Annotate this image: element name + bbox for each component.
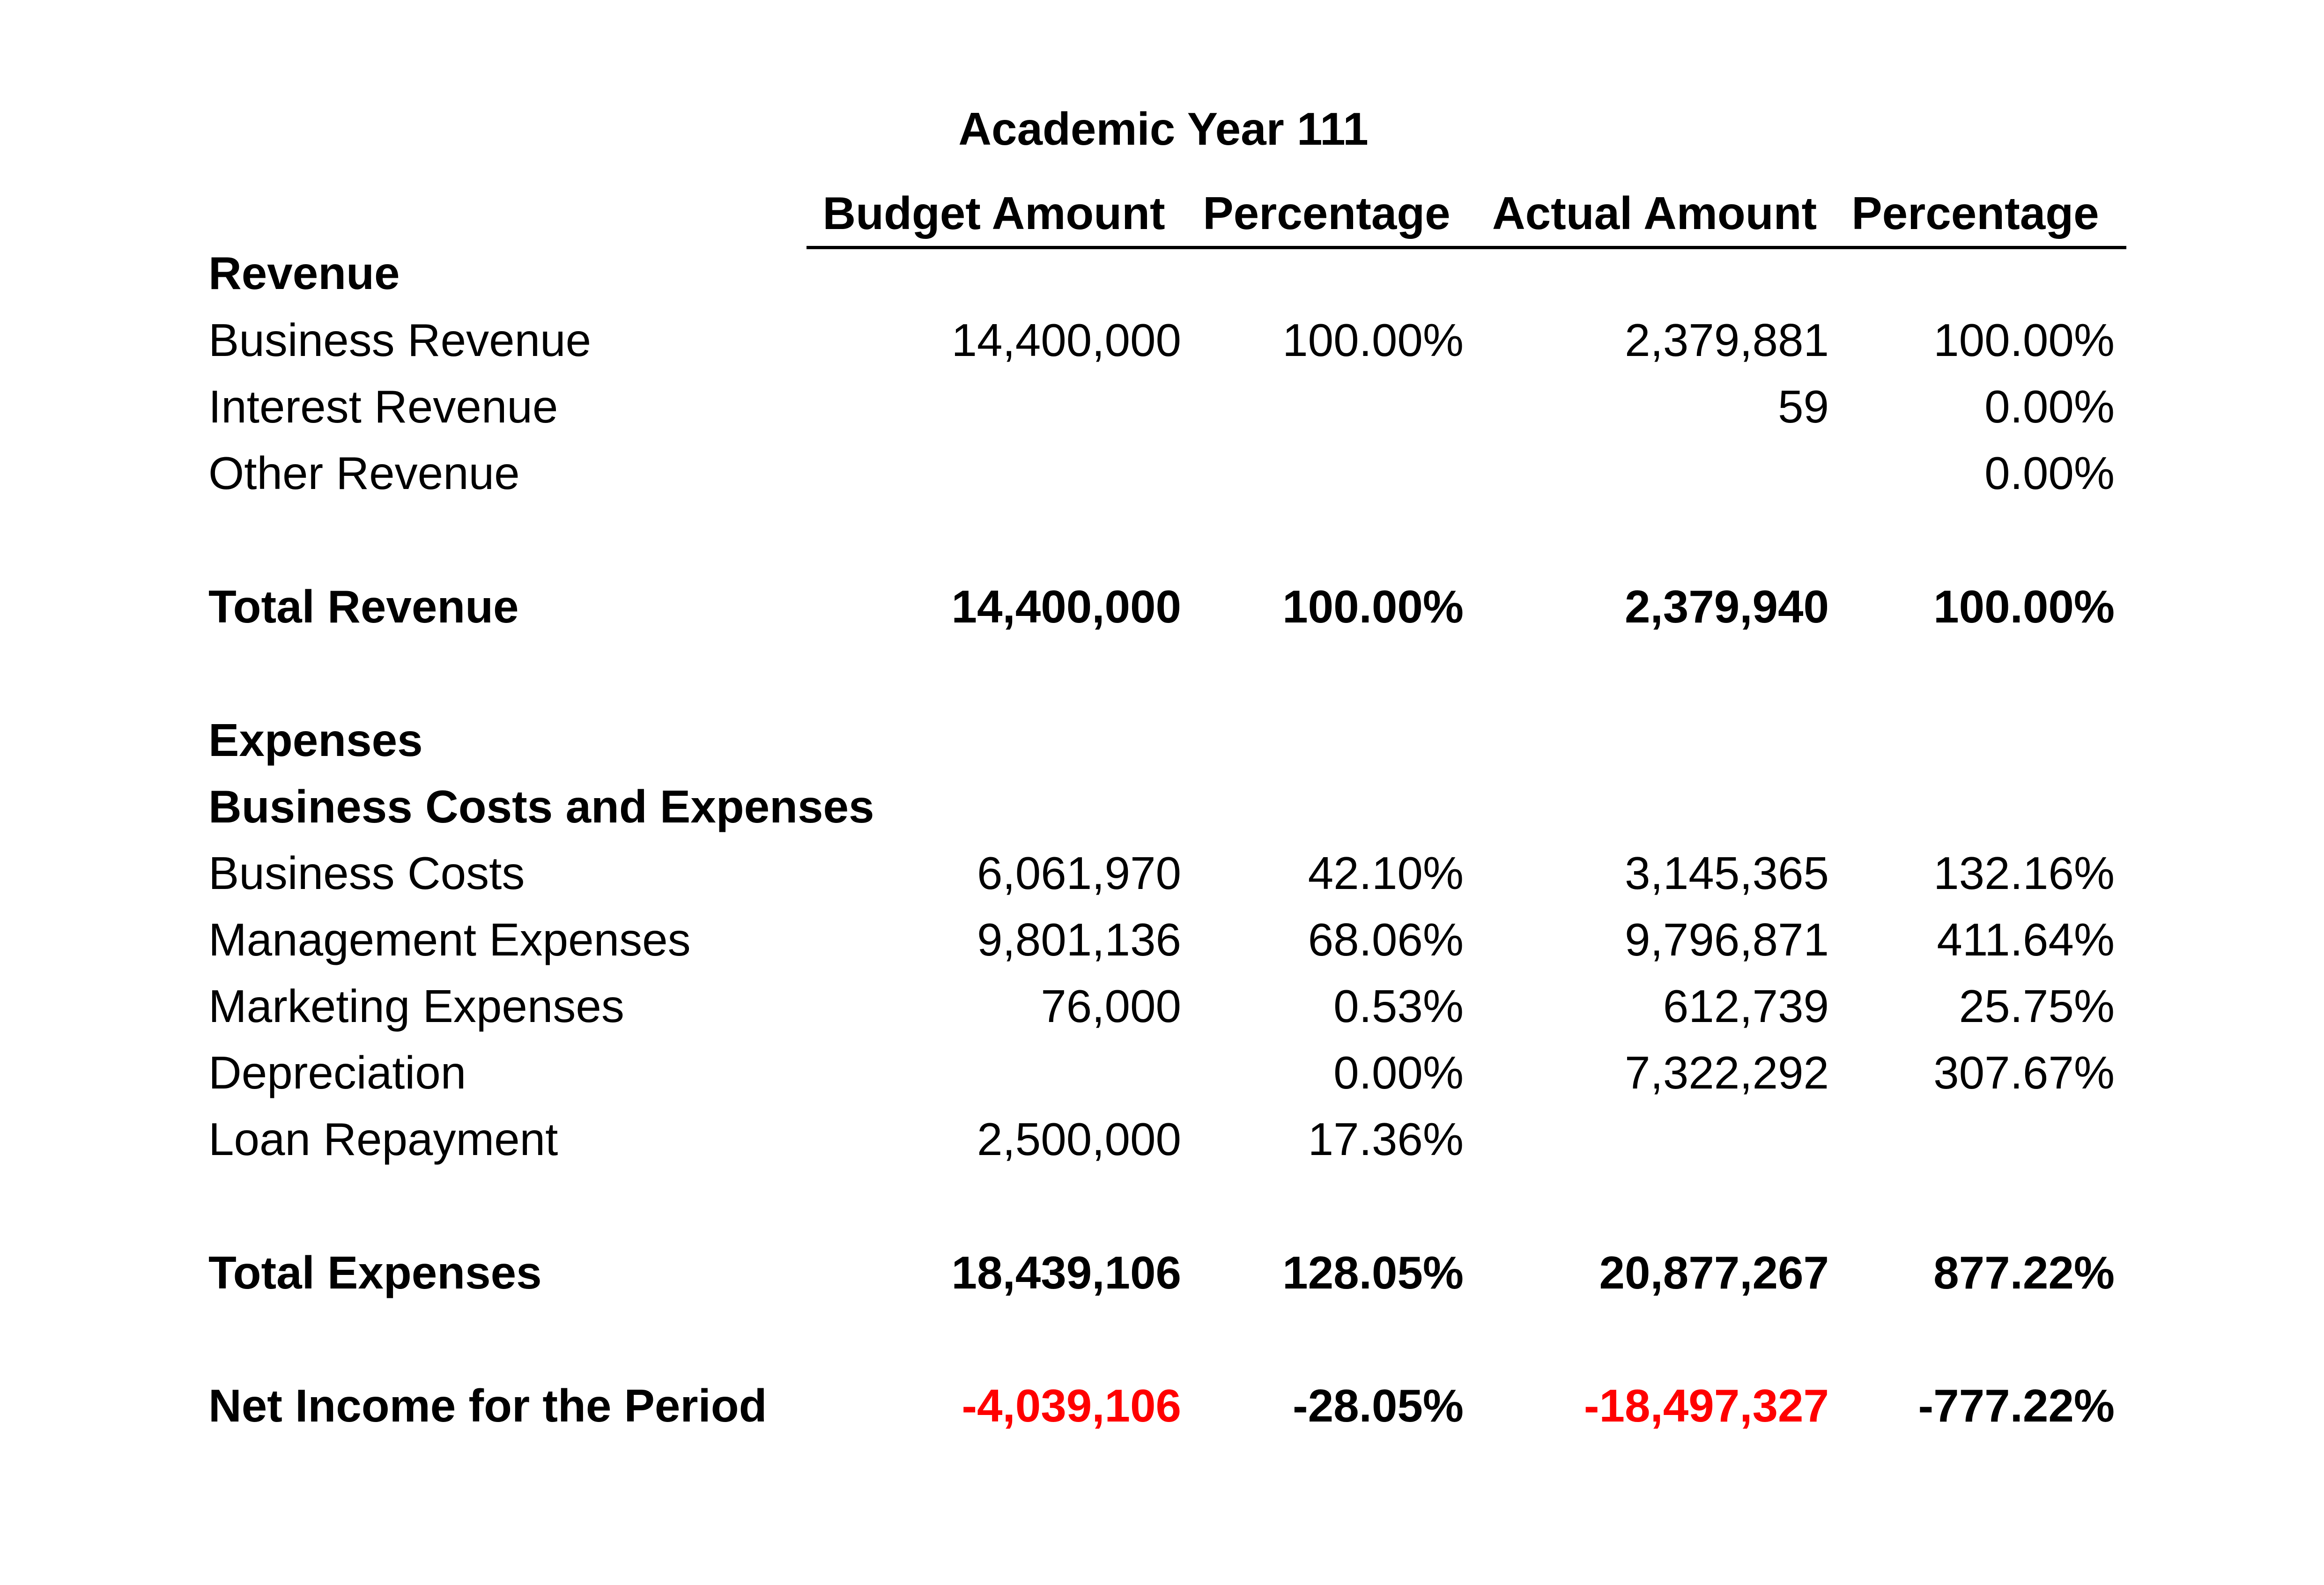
actual-amount-cell: 59 [1777,381,1829,432]
budget-percentage-cell: 100.00% [1282,581,1464,632]
header-budget-percentage: Percentage [1203,187,1451,239]
header-actual-percentage: Percentage [1851,187,2099,239]
budget-amount-cell: 76,000 [1041,980,1181,1032]
budget-amount-cell: 14,400,000 [951,314,1181,366]
actual-amount-cell: 20,877,267 [1599,1247,1829,1298]
budget-percentage-cell: -28.05% [1292,1380,1464,1431]
row-total-expenses [0,1239,2324,1306]
budget-amount-cell: 6,061,970 [977,847,1181,899]
row-label: Business Costs [208,847,525,899]
budget-amount-cell: 2,500,000 [977,1113,1181,1165]
actual-percentage-cell: 100.00% [1933,581,2115,632]
row-business-costs [0,840,2324,906]
row-loan-repayment [0,1106,2324,1172]
actual-percentage-cell: 411.64% [1937,914,2115,965]
row-depreciation [0,1039,2324,1106]
row-marketing-expenses [0,973,2324,1039]
budget-amount-cell: 9,801,136 [977,914,1181,965]
budget-amount-cell: 18,439,106 [951,1247,1181,1298]
budget-percentage-cell: 0.53% [1333,980,1464,1032]
actual-percentage-cell: -777.22% [1918,1380,2115,1431]
actual-amount-cell: -18,497,327 [1584,1380,1829,1431]
actual-percentage-cell: 877.22% [1933,1247,2115,1298]
row-label: Management Expenses [208,914,691,965]
budget-percentage-cell: 42.10% [1308,847,1464,899]
statement-title: Academic Year 111 [958,103,1369,155]
row-label: Other Revenue [208,447,520,499]
row-total-revenue [0,573,2324,640]
row-label: Loan Repayment [208,1113,558,1165]
budget-percentage-cell: 68.06% [1308,914,1464,965]
column-header-row [807,180,2126,249]
actual-amount-cell: 2,379,881 [1625,314,1829,366]
budget-amount-cell: 14,400,000 [951,581,1181,632]
row-label: Revenue [208,247,400,299]
actual-percentage-cell: 0.00% [1984,447,2115,499]
row-label: Marketing Expenses [208,980,624,1032]
row-net-income [0,1372,2324,1439]
row-business-revenue [0,307,2324,373]
budget-percentage-cell: 0.00% [1333,1047,1464,1098]
header-budget-amount: Budget Amount [822,187,1165,239]
row-label: Net Income for the Period [208,1380,767,1431]
row-expenses-heading [0,707,2324,773]
actual-percentage-cell: 25.75% [1959,980,2115,1032]
actual-percentage-cell: 307.67% [1933,1047,2115,1098]
row-label: Depreciation [208,1047,466,1098]
row-label: Total Expenses [208,1247,542,1298]
row-label: Business Revenue [208,314,592,366]
actual-amount-cell: 612,739 [1663,980,1829,1032]
budget-percentage-cell: 17.36% [1308,1113,1464,1165]
actual-amount-cell: 9,796,871 [1625,914,1829,965]
header-actual-amount: Actual Amount [1492,187,1817,239]
actual-amount-cell: 7,322,292 [1625,1047,1829,1098]
actual-amount-cell: 3,145,365 [1625,847,1829,899]
budget-percentage-cell: 100.00% [1282,314,1464,366]
actual-percentage-cell: 100.00% [1933,314,2115,366]
row-interest-revenue [0,373,2324,440]
actual-amount-cell: 2,379,940 [1625,581,1829,632]
actual-percentage-cell: 0.00% [1984,381,2115,432]
row-label: Business Costs and Expenses [208,781,874,832]
row-management-expenses [0,906,2324,973]
row-revenue-heading [0,240,2324,306]
row-business-costs-expenses-heading [0,773,2324,840]
row-label: Interest Revenue [208,381,558,432]
budget-amount-cell: -4,039,106 [962,1380,1181,1431]
actual-percentage-cell: 132.16% [1933,847,2115,899]
row-label: Total Revenue [208,581,519,632]
row-label: Expenses [208,714,423,766]
budget-percentage-cell: 128.05% [1282,1247,1464,1298]
row-other-revenue [0,440,2324,506]
